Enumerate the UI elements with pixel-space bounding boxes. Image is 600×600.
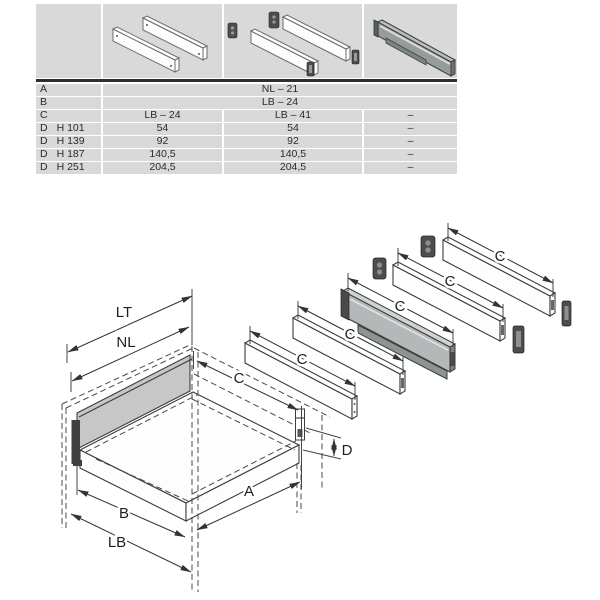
label-nl: NL xyxy=(116,334,136,351)
row-value: LB – 24 xyxy=(103,97,457,109)
label-c-panel-3: C xyxy=(394,298,406,315)
row-label: D H 101 xyxy=(36,123,101,135)
label-c-panel-4: C xyxy=(444,273,456,290)
row-value: – xyxy=(364,136,457,148)
row-value: 54 xyxy=(103,123,222,135)
row-value: 204,5 xyxy=(224,162,362,174)
row-value: – xyxy=(364,123,457,135)
label-b: B xyxy=(118,505,130,522)
row-label: B xyxy=(36,97,101,109)
row-value: – xyxy=(364,149,457,161)
label-lb: LB xyxy=(107,534,127,551)
row-value: LB – 24 xyxy=(103,110,222,122)
label-c-drawer: C xyxy=(233,370,245,387)
panel-front-bracket xyxy=(72,420,81,464)
row-value: 204,5 xyxy=(103,162,222,174)
row-value: – xyxy=(364,110,457,122)
row-label: A xyxy=(36,84,101,96)
label-c-panel-5: C xyxy=(494,248,506,265)
row-label: D H 139 xyxy=(36,136,101,148)
row-label: C xyxy=(36,110,101,122)
exploded-panels xyxy=(245,223,571,419)
row-value: – xyxy=(364,162,457,174)
row-value: 54 xyxy=(224,123,362,135)
row-value: 92 xyxy=(103,136,222,148)
label-a: A xyxy=(243,483,255,500)
label-lt: LT xyxy=(115,304,133,321)
row-value: NL – 21 xyxy=(103,84,457,96)
row-label: D H 187 xyxy=(36,149,101,161)
row-value: 140,5 xyxy=(224,149,362,161)
label-c-panel-2: C xyxy=(344,326,356,343)
label-c-panel-1: C xyxy=(296,351,308,368)
row-value: 140,5 xyxy=(103,149,222,161)
dim-lb xyxy=(71,514,191,572)
row-value: LB – 41 xyxy=(224,110,362,122)
row-value: 92 xyxy=(224,136,362,148)
row-label: D H 251 xyxy=(36,162,101,174)
drawer-body xyxy=(72,355,300,521)
label-d: D xyxy=(341,442,353,459)
